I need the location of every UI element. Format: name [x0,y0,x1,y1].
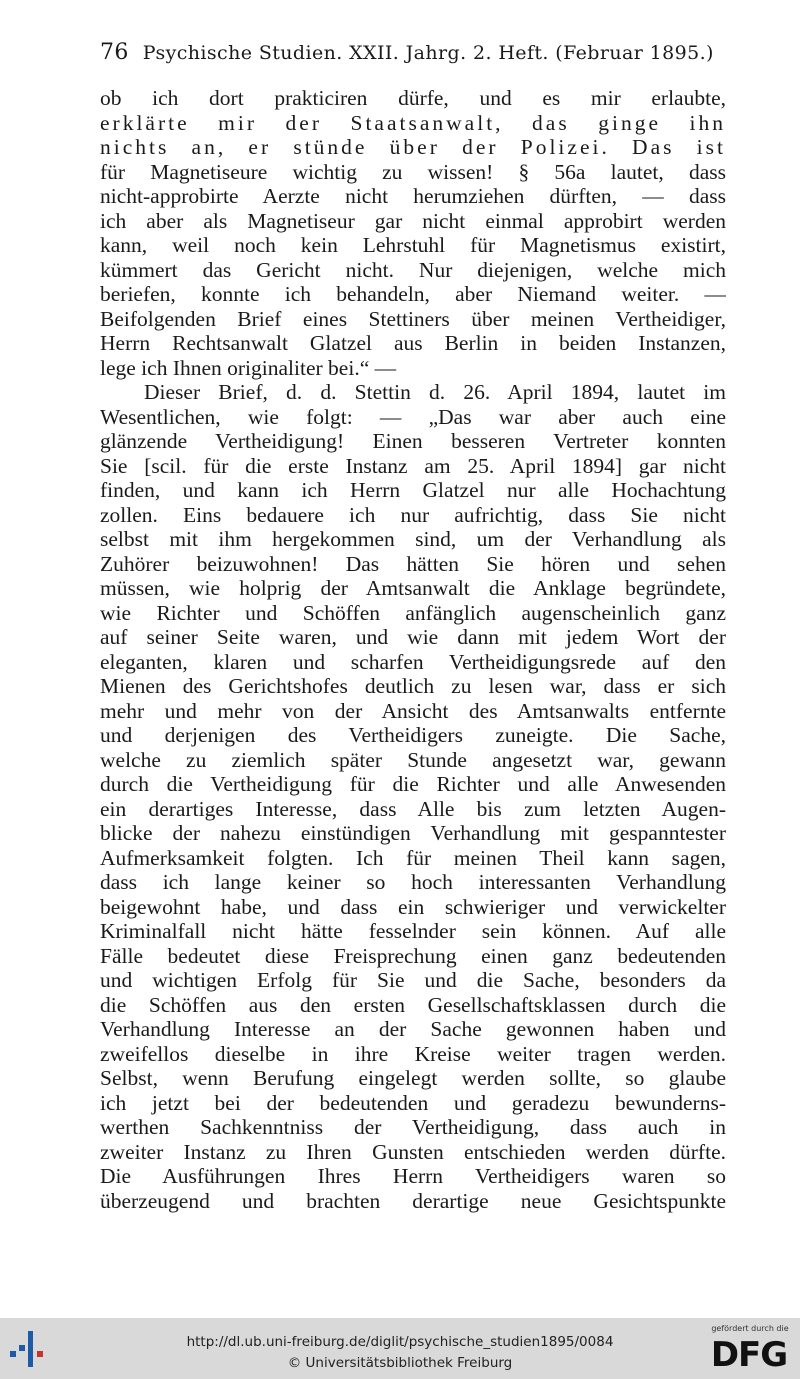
text-line: ich jetzt bei der bedeutenden und geradezu bewunderns- [100,1090,726,1115]
text-line: müssen, wie holprig der Amtsanwalt die Anklage begründete, [100,576,726,600]
text-line: glänzende Vertheidigung! Einen besseren Vertreter konnten [100,429,726,453]
text-line: mehr und mehr von der Ansicht des Amtsanwalts entfernte [100,698,726,723]
text-line: selbst mit ihm hergekommen sind, um der Verhandlung als [100,527,726,551]
running-header [100,40,726,70]
text-line: nichts an, er stünde über der Polizei. Das ist [100,135,726,159]
permalink-url[interactable]: http://dl.ub.uni-freiburg.de/diglit/psychische_studien1895/0084 [186,1334,614,1350]
text-line: Sie [scil. für die erste Instanz am 25. April 1894] gar nicht [100,453,726,478]
text-line: Wesentlichen, wie folgt: — „Das war aber auch eine [100,404,726,429]
text-line: blicke der nahezu einstündigen Verhandlung mit gespanntester [100,821,726,845]
running-title: Psychische Studien. XXII. Jahrg. 2. Heft. (Februar 1895.) [142,42,714,64]
text-line: Aufmerksamkeit folgten. Ich für meinen Theil kann sagen, [100,845,726,870]
text-line: zollen. Eins bedauere ich nur aufrichtig, dass Sie nicht [100,502,726,527]
text-line: und wichtigen Erfolg für Sie und die Sache, besonders da [100,968,726,992]
text-line: eleganten, klaren und scharfen Vertheidigungsrede auf den [100,649,726,674]
text-line: Verhandlung Interesse an der Sache gewonnen haben und [100,1017,726,1041]
text-line: dass ich lange keiner so hoch interessanten Verhandlung [100,870,726,894]
page-number: 76 [100,40,129,65]
text-line: Fälle bedeutet diese Freisprechung einen ganz bedeutenden [100,943,726,968]
text-line: lege ich Ihnen originaliter bei.“ — [100,355,397,380]
text-line: Kriminalfall nicht hätte fesselnder sein können. Auf alle [100,919,726,943]
text-line: ein derartiges Interesse, dass Alle bis zum letzten Augen- [100,796,726,821]
dfg-logo-icon: DFG [710,1335,788,1375]
text-line: nicht-approbirte Aerzte nicht herumziehen dürften, — dass [100,184,726,208]
text-line: ich aber als Magnetiseur gar nicht einmal approbirt werden [100,208,726,233]
text-line: und derjenigen des Vertheidigers zuneigte. Die Sache, [100,723,726,747]
footer-bar [0,1318,800,1379]
text-line: beigewohnt habe, und dass ein schwieriger und verwickelter [100,894,726,919]
text-line: kann, weil noch kein Lehrstuhl für Magnetismus existirt, [100,233,726,257]
text-line: wie Richter und Schöffen anfänglich augenscheinlich ganz [100,600,726,625]
text-line: auf seiner Seite waren, und wie dann mit jedem Wort der [100,625,726,649]
text-line: finden, und kann ich Herrn Glatzel nur alle Hochachtung [100,478,726,502]
text-line: für Magnetiseure wichtig zu wissen! § 56a lautet, dass [100,159,726,184]
copyright-notice: © Universitätsbibliothek Freiburg [287,1355,513,1371]
text-line: kümmert das Gericht nicht. Nur diejenigen, welche mich [100,257,726,282]
text-line: erklärte mir der Staatsanwalt, das ginge ihn [100,110,726,135]
text-line: Selbst, wenn Berufung eingelegt werden sollte, so glaube [100,1066,726,1090]
text-line: die Schöffen aus den ersten Gesellschaftsklassen durch die [100,992,726,1017]
text-line: Zuhörer beizuwohnen! Das hätten Sie hören und sehen [100,551,726,576]
text-line: durch die Vertheidigung für die Richter und alle Anwesenden [100,772,726,796]
text-line: welche zu ziemlich später Stunde angesetzt war, gewann [100,747,726,772]
text-line: Die Ausführungen Ihres Herrn Vertheidigers waren so [100,1164,726,1188]
text-line: Herrn Rechtsanwalt Glatzel aus Berlin in beiden Instanzen, [100,331,726,355]
text-line: Dieser Brief, d. d. Stettin d. 26. April 1894, lautet im [144,380,726,404]
funding-note: gefördert durch die [711,1324,789,1333]
text-line: werthen Sachkenntniss der Vertheidigung, dass auch in [100,1115,726,1139]
text-line: beriefen, konnte ich behandeln, aber Niemand weiter. — [100,282,726,306]
text-line: ob ich dort prakticiren dürfe, und es mir erlaubte, [100,86,726,110]
text-line: zweifellos dieselbe in ihre Kreise weiter tragen werden. [100,1041,726,1066]
text-line: überzeugend und brachten derartige neue Gesichtspunkte [100,1188,726,1213]
text-line: Mienen des Gerichtshofes deutlich zu lesen war, dass er sich [100,674,726,698]
body-text [100,86,726,1213]
text-line: zweiter Instanz zu Ihren Gunsten entschieden werden dürfte. [100,1139,726,1164]
text-line: Beifolgenden Brief eines Stettiners über meinen Vertheidiger, [100,306,726,331]
